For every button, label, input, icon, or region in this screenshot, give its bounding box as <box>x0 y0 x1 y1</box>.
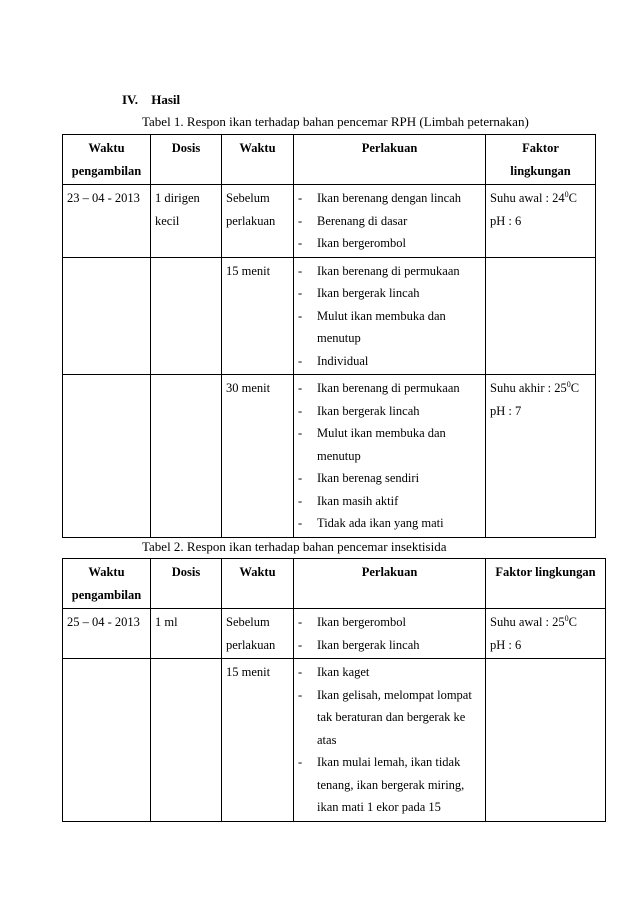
suhu-text <box>490 187 591 210</box>
header-text: pengambilan <box>71 163 142 178</box>
table1-header-dosis: Dosis <box>151 135 222 185</box>
table-row <box>63 375 596 538</box>
list-item: - Ikan bergerombol <box>298 611 481 634</box>
list-item: - Berenang di dasar <box>298 210 481 233</box>
table1-caption: Tabel 1. Respon ikan terhadap bahan pencemar RPH (Limbah peternakan) <box>142 114 529 129</box>
table1-header-faktor <box>486 135 596 185</box>
perlakuan-cell <box>294 659 486 822</box>
suhu-value: Suhu awal : 25 <box>490 615 565 629</box>
empty-cell <box>151 659 222 822</box>
list-item: - Mulut ikan membuka dan menutup <box>298 305 481 350</box>
empty-cell <box>151 375 222 538</box>
ph-text: pH : 6 <box>490 213 522 228</box>
waktu-cell <box>222 185 294 258</box>
table-row <box>63 659 606 822</box>
table2-dosis-cell: 1 ml <box>151 609 222 659</box>
list-item: - Ikan masih aktif <box>298 490 481 513</box>
table-row <box>63 185 596 258</box>
list-item: - Ikan mulai lemah, ikan tidak tenang, ikan bergerak miring, ikan mati 1 ekor pada 15 <box>298 751 481 819</box>
table2-date-cell: 25 – 04 - 2013 <box>63 609 151 659</box>
degree-sup: 0 <box>564 190 569 199</box>
list-item: - Mulut ikan membuka dan menutup <box>298 422 481 467</box>
empty-cell <box>63 659 151 822</box>
suhu-unit: C <box>568 615 577 629</box>
waktu-text: Sebelum <box>226 615 270 629</box>
empty-cell <box>63 257 151 375</box>
table2-header-waktu-pengambilan <box>63 559 151 609</box>
empty-cell <box>63 375 151 538</box>
table-row <box>63 257 596 375</box>
dosis-text: kecil <box>155 213 180 228</box>
list-item: - Ikan kaget <box>298 661 481 684</box>
table2-header-waktu: Waktu <box>222 559 294 609</box>
empty-cell <box>486 257 596 375</box>
faktor-cell <box>486 609 606 659</box>
header-text: Waktu <box>88 141 125 155</box>
empty-cell <box>486 659 606 822</box>
table2 <box>62 558 606 822</box>
list-item: - Ikan bergerak lincah <box>298 400 481 423</box>
list-item: - Ikan berenang di permukaan <box>298 377 481 400</box>
list-item: - Ikan bergerombol <box>298 232 481 255</box>
perlakuan-cell <box>294 257 486 375</box>
empty-cell <box>151 257 222 375</box>
table1-header-perlakuan: Perlakuan <box>294 135 486 185</box>
header-text: pengambilan <box>71 587 142 602</box>
list-item: - Ikan bergerak lincah <box>298 634 481 657</box>
waktu-text: Sebelum <box>226 191 270 205</box>
degree-sup: 0 <box>564 614 569 623</box>
table1-header-row <box>63 135 596 185</box>
list-item: - Ikan berenang dengan lincah <box>298 187 481 210</box>
degree-sup: 0 <box>566 380 571 389</box>
ph-text: pH : 7 <box>490 403 522 418</box>
table2-header-dosis: Dosis <box>151 559 222 609</box>
waktu-cell: 15 menit <box>222 257 294 375</box>
table2-header-row <box>63 559 606 609</box>
header-text: Faktor <box>522 141 559 155</box>
table1 <box>62 134 596 538</box>
waktu-cell <box>222 609 294 659</box>
table2-caption: Tabel 2. Respon ikan terhadap bahan pencemar insektisida <box>142 539 447 554</box>
table2-header-faktor: Faktor lingkungan <box>486 559 606 609</box>
list-item: - Ikan berenang di permukaan <box>298 260 481 283</box>
table1-date-cell: 23 – 04 - 2013 <box>63 185 151 258</box>
table-row <box>63 609 606 659</box>
dosis-text: 1 dirigen <box>155 191 200 205</box>
faktor-cell <box>486 185 596 258</box>
suhu-unit: C <box>570 381 580 395</box>
list-item: - Ikan berenag sendiri <box>298 467 481 490</box>
section-heading <box>122 92 180 108</box>
faktor-cell <box>486 375 596 538</box>
waktu-cell: 30 menit <box>222 375 294 538</box>
suhu-value: Suhu awal : 24 <box>490 191 565 205</box>
suhu-text <box>490 611 601 634</box>
suhu-unit: C <box>568 191 577 205</box>
table1-header-waktu-pengambilan <box>63 135 151 185</box>
perlakuan-cell <box>294 185 486 258</box>
list-item: - Ikan bergerak lincah <box>298 282 481 305</box>
suhu-text <box>490 377 591 400</box>
ph-text: pH : 6 <box>490 637 522 652</box>
header-text: lingkungan <box>510 163 571 178</box>
waktu-cell: 15 menit <box>222 659 294 822</box>
perlakuan-cell <box>294 609 486 659</box>
waktu-text: perlakuan <box>226 213 276 228</box>
section-title: Hasil <box>151 92 181 107</box>
section-number: IV. <box>122 92 139 107</box>
waktu-text: perlakuan <box>226 637 276 652</box>
list-item: - Individual <box>298 350 481 373</box>
perlakuan-cell <box>294 375 486 538</box>
list-item: - Tidak ada ikan yang mati <box>298 512 481 535</box>
header-text: Waktu <box>88 565 125 579</box>
suhu-value: Suhu akhir : 25 <box>490 381 567 395</box>
table1-dosis-cell <box>151 185 222 258</box>
list-item: - Ikan gelisah, melompat lompat tak beraturan dan bergerak ke atas <box>298 684 481 752</box>
table2-header-perlakuan: Perlakuan <box>294 559 486 609</box>
table1-header-waktu: Waktu <box>222 135 294 185</box>
